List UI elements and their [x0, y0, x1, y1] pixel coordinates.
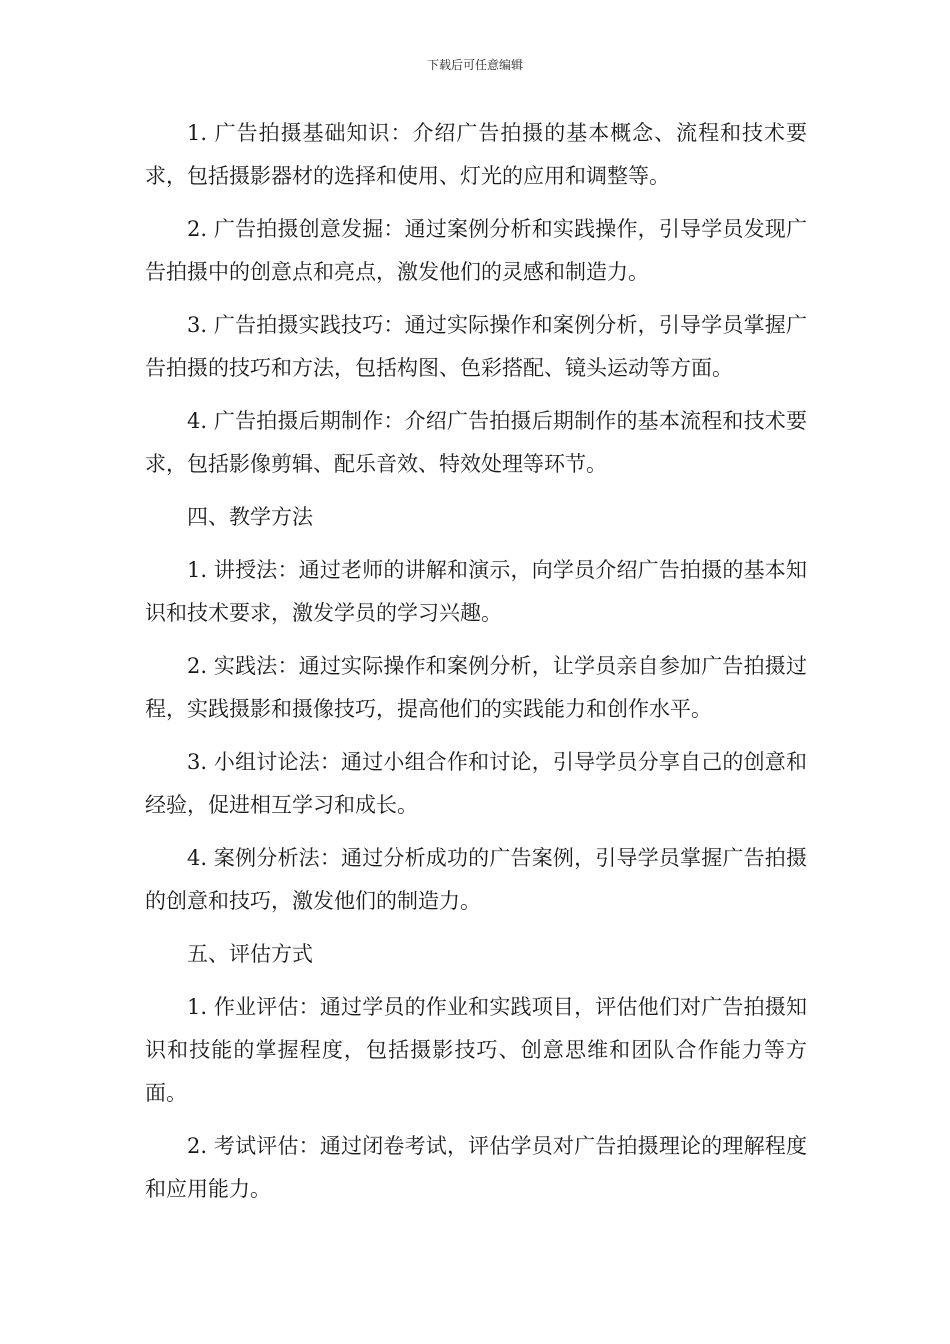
- paragraph-method-4: 4. 案例分析法：通过分析成功的广告案例，引导学员掌握广告拍摄的创意和技巧，激发他们的制造力。: [145, 846, 807, 913]
- paragraph-content-2: 2. 广告拍摄创意发掘：通过案例分析和实践操作，引导学员发现广告拍摄中的创意点和亮点，激发他们的灵感和制造力。: [145, 217, 807, 284]
- section-heading-teaching-methods: 四、教学方法: [187, 505, 313, 529]
- page-header: 下载后可任意编辑: [426, 58, 523, 72]
- paragraph-assessment-1: 1. 作业评估：通过学员的作业和实践项目，评估他们对广告拍摄知识和技能的掌握程度，包括摄影技巧、创意思维和团队合作能力等方面。: [145, 995, 807, 1105]
- paragraph-content-3: 3. 广告拍摄实践技巧：通过实际操作和案例分析，引导学员掌握广告拍摄的技巧和方法，包括构图、色彩搭配、镜头运动等方面。: [145, 313, 807, 380]
- section-heading-assessment: 五、评估方式: [187, 942, 313, 966]
- document-body: [145, 112, 807, 1221]
- paragraph-method-1: 1. 讲授法：通过老师的讲解和演示，向学员介绍广告拍摄的基本知识和技术要求，激发学员的学习兴趣。: [145, 558, 807, 625]
- paragraph-content-4: 4. 广告拍摄后期制作：介绍广告拍摄后期制作的基本流程和技术要求，包括影像剪辑、配乐音效、特效处理等环节。: [145, 409, 807, 476]
- paragraph-content-1: 1. 广告拍摄基础知识：介绍广告拍摄的基本概念、流程和技术要求，包括摄影器材的选择和使用、灯光的应用和调整等。: [145, 121, 807, 188]
- paragraph-method-2: 2. 实践法：通过实际操作和案例分析，让学员亲自参加广告拍摄过程，实践摄影和摄像技巧，提高他们的实践能力和创作水平。: [145, 654, 807, 721]
- paragraph-assessment-2: 2. 考试评估：通过闭卷考试，评估学员对广告拍摄理论的理解程度和应用能力。: [145, 1134, 807, 1201]
- paragraph-method-3: 3. 小组讨论法：通过小组合作和讨论，引导学员分享自己的创意和经验，促进相互学习和成长。: [145, 750, 807, 817]
